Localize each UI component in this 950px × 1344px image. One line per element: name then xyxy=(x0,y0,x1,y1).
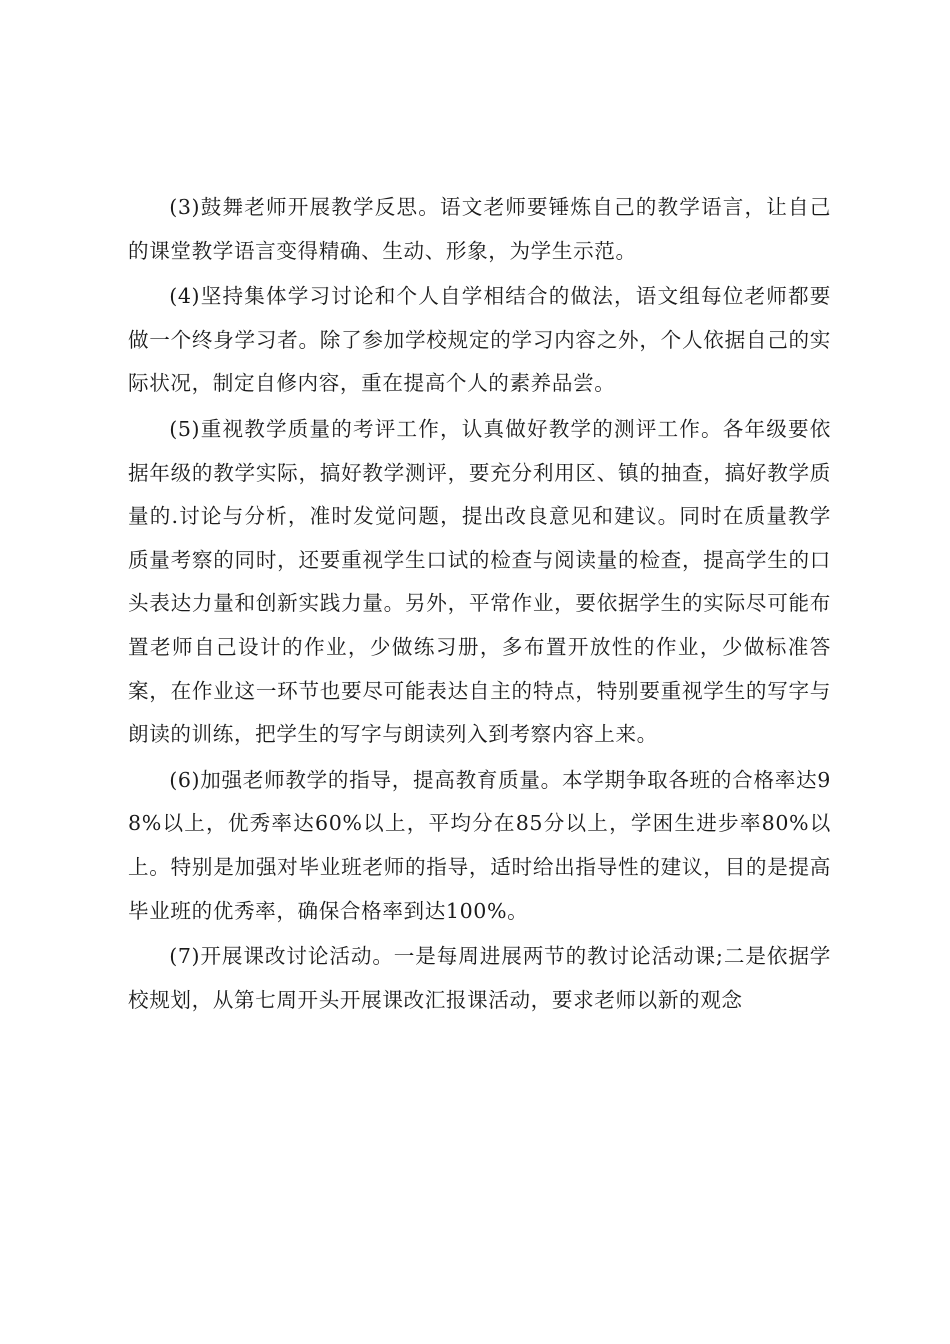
paragraph-5: (5)重视教学质量的考评工作，认真做好教学的测评工作。各年级要依据年级的教学实际，搞好教学测评，要充分利用区、镇的抽查，搞好教学质量的.讨论与分析，准时发觉问题，提出改良意见和建议。同时在质量教学质量考察的同时，还要重视学生口试的检查与阅读量的检查，提高学生的口头表达力量和创新实践力量。另外，平常作业，要依据学生的实际尽可能布置老师自己设计的作业，少做练习册，多布置开放性的作业，少做标准答案，在作业这一环节也要尽可能表达自主的特点，特别要重视学生的写字与朗读的训练，把学生的写字与朗读列入到考察内容上来。 xyxy=(128,416,831,747)
document-page xyxy=(128,186,831,1024)
paragraph-6: (6)加强老师教学的指导，提高教育质量。本学期争取各班的合格率达98%以上，优秀率达60%以上，平均分在85分以上，学困生进步率80%以上。特别是加强对毕业班老师的指导，适时给出指导性的建议，目的是提高毕业班的优秀率，确保合格率到达100%。 xyxy=(128,767,831,923)
paragraph-3: (3)鼓舞老师开展教学反思。语文老师要锤炼自己的教学语言，让自己的课堂教学语言变得精确、生动、形象，为学生示范。 xyxy=(128,195,831,263)
paragraph-7: (7)开展课改讨论活动。一是每周进展两节的教讨论活动课;二是依据学校规划，从第七周开头开展课改汇报课活动，要求老师以新的观念 xyxy=(128,944,831,1012)
paragraph-4: (4)坚持集体学习讨论和个人自学相结合的做法，语文组每位老师都要做一个终身学习者。除了参加学校规定的学习内容之外，个人依据自己的实际状况，制定自修内容，重在提高个人的素养品尝。 xyxy=(128,284,831,396)
